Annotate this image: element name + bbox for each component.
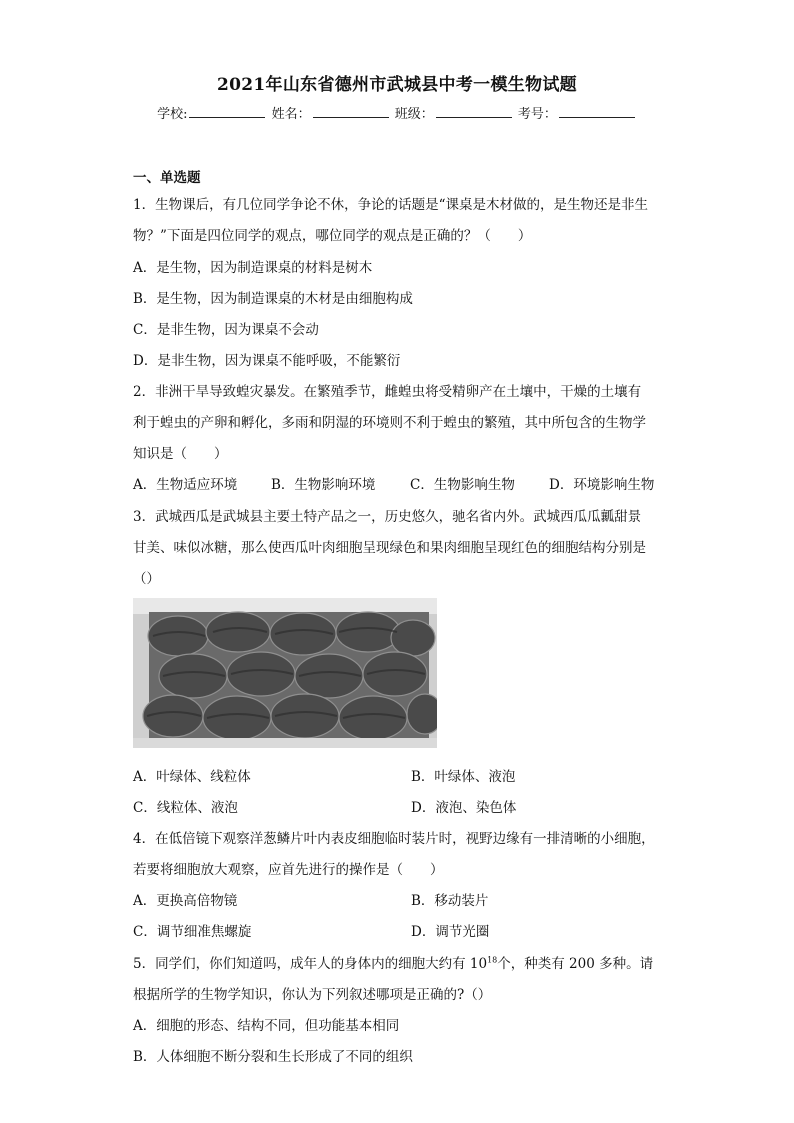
name-label: 姓名： [271,107,311,122]
q3-stem-line3: （） [133,571,160,587]
q2-option-b: B．生物影响环境 [271,477,376,493]
section-title: 一、单选题 [133,170,201,186]
exam-title: 2021年山东省德州市武城县中考一模生物试题 [217,75,577,95]
q3-option-d: D．液泡、染色体 [411,800,517,816]
q5-option-b: B．人体细胞不断分裂和生长形成了不同的组织 [133,1049,413,1065]
q1-option-b: B．是生物，因为制造课桌的木材是由细胞构成 [133,291,413,307]
q5-stem-line1-end: 个，种类有 200 多种。请 [497,956,654,972]
q2-option-a: A．生物适应环境 [133,477,238,493]
q3-option-b: B．叶绿体、液泡 [411,769,516,785]
q3-stem-line1: 3．武城西瓜是武城县主要土特产品之一，历史悠久，驰名省内外。武城西瓜瓜瓤甜景 [133,509,642,525]
q1-option-a: A．是生物，因为制造课桌的材料是树木 [133,260,373,276]
q1-stem-line2: 物？”下面是四位同学的观点，哪位同学的观点是正确的？（ ） [133,228,532,244]
class-blank[interactable] [436,105,512,118]
student-info-line [0,103,794,122]
q5-stem-line1-start: 5．同学们，你们知道吗，成年人的身体内的细胞大约有 10 [133,956,488,972]
q4-option-d: D．调节光圈 [411,924,490,940]
exam-number-label: 考号： [517,107,557,122]
q4-option-a: A．更换高倍物镜 [133,893,238,909]
q5-stem-line1 [133,952,653,972]
school-label: 学校: [157,107,188,122]
name-blank[interactable] [313,105,389,118]
watermelon-photo [133,598,437,748]
q3-stem-line2: 甘美、味似冰糖，那么使西瓜叶肉细胞呈现绿色和果肉细胞呈现红色的细胞结构分别是 [133,540,646,556]
q4-stem-line2: 若要将细胞放大观察，应首先进行的操作是（ ） [133,862,444,878]
q5-exponent: 18 [487,955,498,965]
q3-option-a: A．叶绿体、线粒体 [133,769,251,785]
q2-option-c: C．生物影响生物 [410,477,515,493]
q5-stem-line2: 根据所学的生物学知识，你认为下列叙述哪项是正确的?（） [133,987,492,1003]
q4-option-c: C．调节细准焦螺旋 [133,924,252,940]
q3-option-c: C．线粒体、液泡 [133,800,238,816]
q2-option-d: D．环境影响生物 [549,477,655,493]
class-label: 班级： [394,107,434,122]
q1-stem-line1: 1．生物课后，有几位同学争论不休，争论的话题是“课桌是木材做的，是生物还是非生 [133,197,648,213]
q1-option-d: D．是非生物，因为课桌不能呼吸，不能繁衍 [133,353,401,369]
q2-stem-line2: 利于蝗虫的产卵和孵化，多雨和阴湿的环境则不利于蝗虫的繁殖，其中所包含的生物学 [133,415,646,431]
q4-stem-line1: 4．在低倍镜下观察洋葱鳞片叶内表皮细胞临时装片时，视野边缘有一排清晰的小细胞， [133,831,655,847]
q4-option-b: B．移动装片 [411,893,489,909]
q2-stem-line3: 知识是（ ） [133,446,228,462]
q1-option-c: C．是非生物，因为课桌不会动 [133,322,319,338]
q5-option-a: A．细胞的形态、结构不同，但功能基本相同 [133,1018,400,1034]
exam-number-blank[interactable] [559,105,635,118]
q2-stem-line1: 2．非洲干旱导致蝗灾暴发。在繁殖季节，雌蝗虫将受精卵产在土壤中，干燥的土壤有 [133,384,642,400]
school-blank[interactable] [189,105,265,118]
